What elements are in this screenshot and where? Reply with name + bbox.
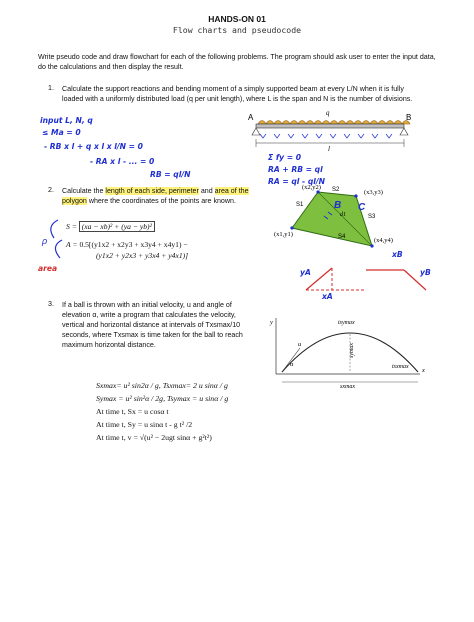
polygon-shape	[292, 192, 372, 246]
side-s3-label: S3	[368, 214, 376, 220]
proj-label-x: x	[422, 367, 425, 374]
handwritten-axes-sketch	[286, 250, 446, 310]
question-3-text: If a ball is thrown with an initial velocity, u and angle of elevation α, write a program that calculates the velocity, vertical and horizontal distance at intervals of Txsmax/10 seconds, where Txsmax is time taken for the ball to reach maximum horizontal distance.	[62, 301, 243, 349]
handwritten-xb: xB	[392, 250, 403, 259]
handwritten-brackets	[38, 216, 68, 266]
highlight-area: area of the polygon	[62, 187, 249, 205]
label-a: A	[248, 113, 254, 122]
handwritten-yb: yB	[420, 268, 431, 277]
label-q: q	[326, 109, 330, 117]
svg-text:B: B	[334, 200, 342, 211]
beam	[256, 124, 404, 128]
side-s1-label: S1	[296, 202, 304, 208]
equation-velocity: At time t, v = √(u² − 2ugt sinα + g²t²)	[96, 433, 212, 442]
page-title: HANDS-ON 01	[208, 14, 266, 24]
handwritten-ya: yA	[300, 268, 311, 277]
side-s2-label: S2	[332, 187, 340, 193]
proj-label-u: u	[298, 341, 302, 348]
svg-text:C: C	[358, 202, 366, 213]
proj-label-symax: symax	[349, 343, 355, 358]
proj-label-tsxmax: tsxmax	[392, 364, 409, 370]
distributed-load	[258, 121, 410, 125]
side-s4-label: S4	[338, 234, 346, 240]
handwritten-moment-sum: ≤ Ma = 0	[42, 128, 81, 137]
page-subtitle: Flow charts and pseudocode	[172, 25, 302, 35]
question-1-number: 1.	[48, 84, 54, 92]
equation-sxmax: Sxmax= u² sin2α / g, Tsxmax= 2 u sinα / g	[96, 381, 228, 390]
velocity-vector	[282, 348, 300, 372]
point-2-label: (x2,y2)	[302, 184, 321, 191]
question-2-number: 2.	[48, 186, 54, 194]
handwritten-xa: xA	[322, 292, 333, 301]
proj-label-alpha: α	[290, 361, 294, 368]
intro-paragraph: Write pseudo code and draw flowchart for each of the following problems. The program should ask user to enter the input data, do the calculations and then display the result.	[38, 53, 436, 71]
highlight-length-perimeter: length of each side, perimeter	[105, 187, 199, 195]
question-3-number: 3.	[48, 300, 54, 308]
equation-symax: Symax = u² sin²α / 2g, Tsymax = u sinα / g	[96, 394, 229, 403]
handwritten-area-label: area	[38, 264, 58, 273]
point-3-label: (x3,y3)	[364, 189, 383, 196]
label-b: B	[406, 113, 412, 122]
point-4-label: (x4,y4)	[374, 237, 393, 244]
support-b	[400, 128, 408, 135]
area-formula-line-1: A = 0.5[(y1x2 + x2y3 + x3y4 + x4y1) −	[66, 240, 188, 249]
proj-label-y: y	[270, 319, 273, 326]
handwritten-input: input L, N, q	[40, 116, 93, 125]
proj-label-tsymax: tsymax	[338, 320, 355, 326]
handwritten-equation-2: - RA x l - ... = 0	[90, 157, 155, 166]
handwritten-ra-rb: RA + RB = ql	[268, 165, 323, 174]
proj-label-sxmax: sxmax	[340, 384, 355, 390]
point-1-label: (x1,y1)	[274, 231, 293, 238]
question-1-text: Calculate the support reactions and bending moment of a simply supported beam at every L/N when it is fully loaded with a uniformly distributed load (q per unit length), where L is the span and N is the number of divisions.	[62, 85, 413, 103]
label-l: l	[328, 145, 330, 153]
handwritten-rb: RB = ql/N	[150, 170, 191, 179]
handwritten-equation-1: - RB x l + q x l x l/N = 0	[44, 142, 143, 151]
handwritten-force-sum: Σ fy = 0	[268, 153, 302, 162]
equation-sy: At time t, Sy = u sinα t - g t² /2	[96, 420, 193, 429]
diagonal-d1-label: d1	[340, 212, 346, 218]
svg-text:ρ: ρ	[42, 236, 48, 246]
side-length-formula: S = (xa − xb)² + (ya − yb)²	[66, 222, 155, 231]
question-2-text: Calculate the length of each side, perimeter and area of the polygon where the coordinates of the points are known.	[62, 187, 249, 205]
area-formula-line-2: (y1x2 + y2x3 + y3x4 + y4x1)]	[96, 251, 189, 260]
handwritten-ra: RA = ql - ql/N	[268, 177, 326, 186]
projectile-diagram	[270, 314, 430, 388]
equation-sx: At time t, Sx = u cosα t	[96, 407, 169, 416]
support-a	[252, 128, 260, 135]
beam-diagram	[240, 106, 440, 156]
